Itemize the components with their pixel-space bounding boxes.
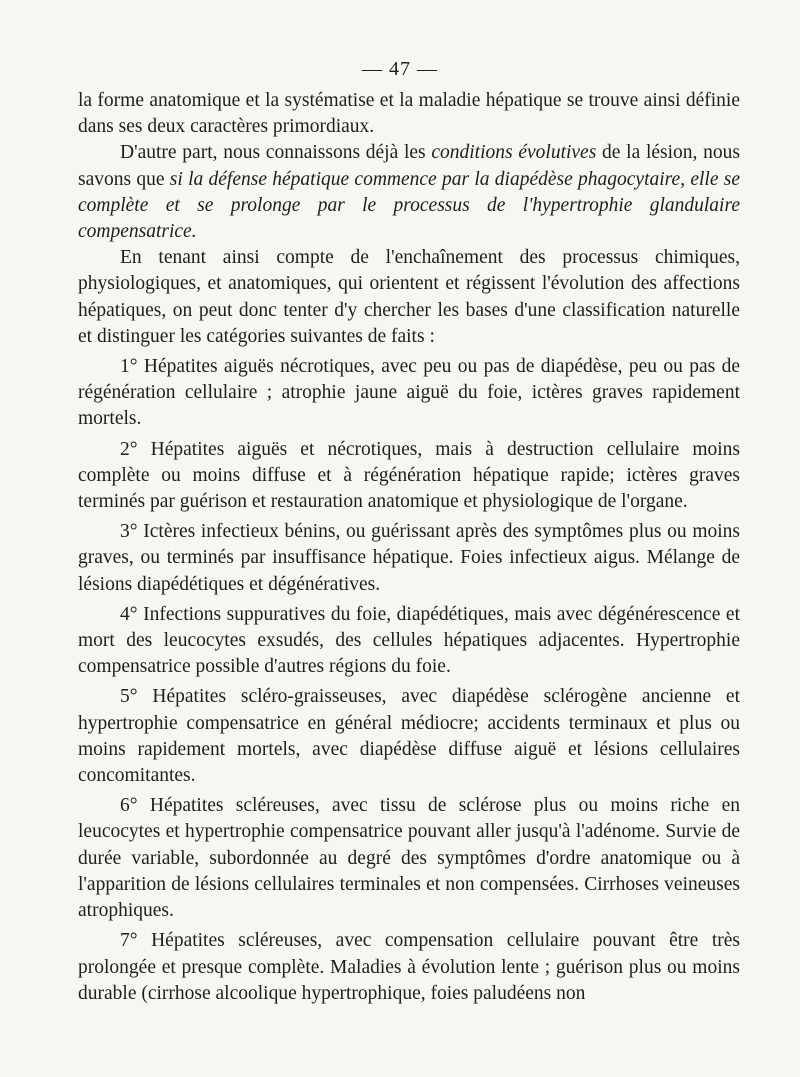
item-number: 4° (120, 603, 138, 625)
paragraph-continuation: la forme anatomique et la systématise et la maladie hépatique se trouve ainsi définie dans ses deux caractères primordiaux. (78, 90, 740, 138)
paragraph-text: de la lésion, nous savons que (78, 142, 740, 190)
item-text: Hépatites aiguës nécrotiques, avec peu ou pas de diapédèse, peu ou pas de régénération cellulaire ; atrophie jaune aiguë du foie, ictères graves rapidement mortels. (78, 356, 740, 430)
item-text: Hépatites scléreuses, avec tissu de sclérose plus ou moins riche en leucocytes et hypertrophie compensatrice pouvant aller jusqu'à l'adénome. Survie de durée variable, subordonnée au degré des symptômes d'ordre anatomique ou à l'apparition de lésions cellulaires terminales et non compensées. Cirrhoses veineuses atrophiques. (78, 795, 741, 922)
paragraph-conditions (78, 140, 740, 245)
list-item (78, 684, 740, 789)
list-item (78, 354, 740, 433)
page-number: — 47 — (362, 58, 438, 80)
item-text: Infections suppuratives du foie, diapédétiques, mais avec dégénérescence et mort des leucocytes exsudés, des cellules hépatiques adjacentes. Hypertrophie compensatrice possible d'autres régions du foie. (78, 603, 740, 678)
list-item (78, 793, 740, 924)
list-item (78, 519, 740, 598)
paragraph-text: D'autre part, nous connaissons déjà les (120, 142, 432, 164)
item-number: 6° (120, 795, 138, 817)
paragraph-classification: En tenant ainsi compte de l'enchaînement des processus chimiques, physiologiques, et anatomiques, qui orientent et régissent l'évolution des affections hépatiques, on peut donc tenter d'y chercher les bases d'une classification naturelle et distinguer les catégories suivantes de faits : (78, 247, 740, 347)
item-number: 3° (120, 521, 138, 543)
item-text: Hépatites scléreuses, avec compensation cellulaire pouvant être très prolongée et presque complète. Maladies à évolution lente ; guérison plus ou moins durable (cirrhose alcoolique hypertrophique, foies paludéens non (78, 930, 740, 1004)
item-number: 2° (120, 438, 138, 460)
italic-phrase: conditions évolutives (431, 142, 597, 164)
item-number: 1° (120, 356, 138, 378)
list-item (78, 602, 740, 681)
item-text: Hépatites aiguës et nécrotiques, mais à destruction cellulaire moins complète ou moins diffuse et à régénération hépatique rapide; ictères graves terminés par guérison et restauration anatomique et physiologique de l'organe. (78, 438, 741, 513)
italic-phrase: si la défense hépatique commence par la diapédèse phagocytaire, elle se complète et se prolonge par le processus de l'hypertrophie glandulaire compensatrice. (78, 168, 741, 243)
item-number: 7° (120, 930, 138, 952)
list-item (78, 928, 740, 1007)
list-item (78, 437, 740, 516)
item-text: Hépatites scléro-graisseuses, avec diapédèse sclérogène ancienne et hypertrophie compensatrice en général médiocre; accidents terminaux et plus ou moins rapidement mortels, avec diapédèse diffuse aiguë et lésions cellulaires concomitantes. (78, 686, 741, 787)
page-body (78, 88, 740, 1007)
item-number: 5° (120, 686, 138, 708)
item-text: Ictères infectieux bénins, ou guérissant après des symptômes plus ou moins graves, ou terminés par insuffisance hépatique. Foies infectieux aigus. Mélange de lésions diapédétiques et dégénératives. (78, 521, 740, 595)
